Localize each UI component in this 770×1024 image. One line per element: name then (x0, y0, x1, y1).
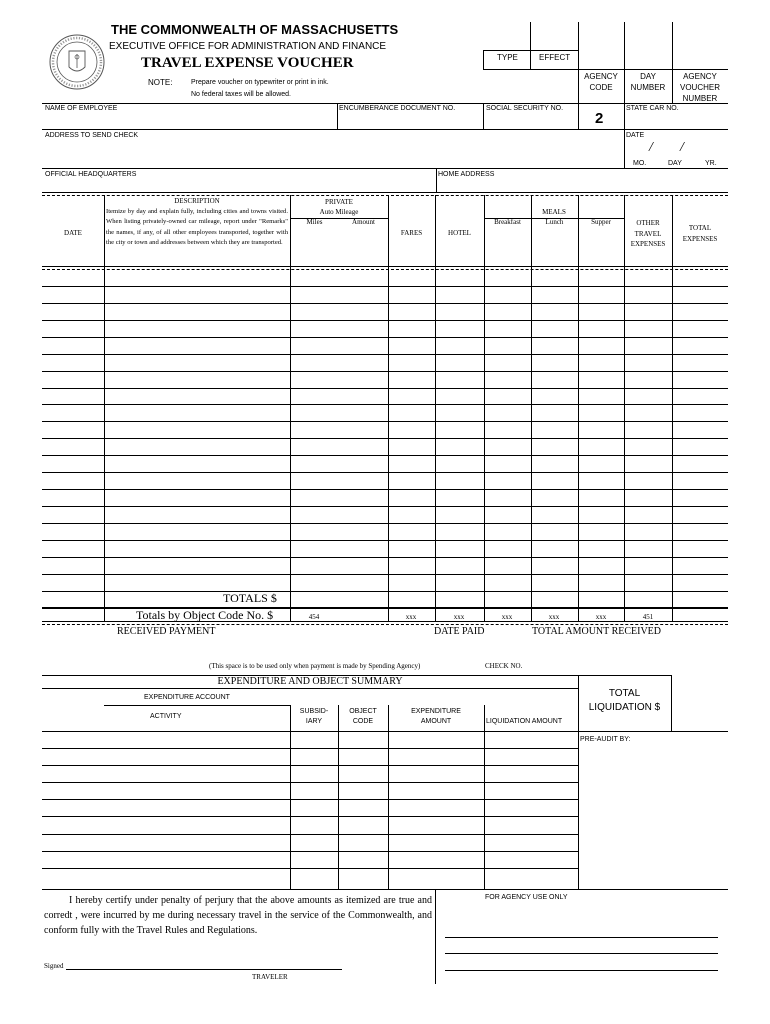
table-row[interactable] (42, 337, 728, 338)
table-row[interactable] (42, 286, 728, 287)
official-hq-field[interactable]: OFFICIAL HEADQUARTERS (45, 171, 137, 178)
state-seal (48, 33, 106, 91)
table-row[interactable] (42, 591, 728, 592)
table-row[interactable] (42, 472, 728, 473)
check-no-label: CHECK NO. (485, 662, 523, 670)
agency-use-label: FOR AGENCY USE ONLY (485, 894, 568, 901)
table-row[interactable] (42, 540, 728, 541)
encumbrance-field[interactable]: ENCUMBERANCE DOCUMENT NO. (339, 105, 456, 112)
meals-header: MEALS (542, 208, 566, 216)
summary-row[interactable] (42, 782, 578, 783)
expenditure-account-label: EXPENDITURE ACCOUNT (144, 694, 230, 701)
table-row[interactable] (42, 438, 728, 439)
table-row[interactable] (42, 523, 728, 524)
agency-use-line[interactable] (445, 937, 718, 938)
other-travel-header: OTHER TRAVEL EXPENSES (630, 219, 666, 248)
total-received-label: TOTAL AMOUNT RECEIVED (532, 626, 662, 637)
home-address-field[interactable]: HOME ADDRESS (438, 171, 495, 178)
traveler-label: TRAVELER (252, 973, 288, 981)
note-line-1: Prepare voucher on typewriter or print in ink. (191, 79, 329, 86)
object-code-value: xxx (453, 613, 465, 621)
activity-label: ACTIVITY (150, 713, 182, 720)
date-column-header: DATE (64, 229, 82, 237)
summary-row[interactable] (42, 816, 578, 817)
effect-label: EFFECT (539, 53, 571, 62)
object-code-value: xxx (501, 613, 513, 621)
subsidiary-label: SUBSID- IARY (299, 708, 329, 725)
summary-row[interactable] (42, 834, 578, 835)
summary-row[interactable] (42, 851, 578, 852)
table-row[interactable] (42, 269, 728, 270)
description-instructions: Itemize by day and explain fully, including cities and towns visited. When listing privately-owned car mileage, report under "Remarks" the names, if any, of all other employees transported, together with the city or town and addresses between which they are transported. (106, 208, 288, 246)
date-sep-1: / (649, 140, 653, 155)
object-code-value: xxx (595, 613, 607, 621)
table-row[interactable] (42, 455, 728, 456)
expenditure-amount-label: EXPENDITURE AMOUNT (411, 708, 461, 725)
amount-header: Amount (352, 218, 375, 226)
table-row[interactable] (42, 489, 728, 490)
hotel-header: HOTEL (448, 229, 471, 237)
summary-row[interactable] (42, 765, 578, 766)
signed-label: Signed (44, 962, 64, 970)
totals-label: TOTALS $ (223, 591, 277, 605)
object-code-value: xxx (548, 613, 560, 621)
table-row[interactable] (42, 371, 728, 372)
lunch-header: Lunch (545, 218, 564, 226)
table-row[interactable] (42, 303, 728, 304)
agency-voucher-label: AGENCY VOUCHER NUMBER (679, 72, 720, 103)
month-label: MO. (633, 160, 647, 167)
spending-agency-note: (This space is to be used only when payment is made by Spending Agency) (209, 662, 421, 670)
summary-row[interactable] (42, 868, 578, 869)
summary-row[interactable] (42, 731, 578, 732)
table-row[interactable] (42, 320, 728, 321)
day-label: DAY (668, 160, 682, 167)
total-liquidation-label: TOTAL LIQUIDATION $ (588, 688, 661, 713)
private-mileage-header: PRIVATE Auto Mileage (319, 198, 359, 216)
summary-row[interactable] (42, 748, 578, 749)
day-number-label: DAY NUMBER (630, 72, 666, 92)
date-sep-2: / (680, 140, 684, 155)
agency-code-label: AGENCY CODE (584, 72, 618, 92)
note-line-2: No federal taxes will be allowed. (191, 91, 291, 98)
office-subtitle: EXECUTIVE OFFICE FOR ADMINISTRATION AND FINANCE (109, 41, 387, 52)
date-field[interactable]: DATE (626, 132, 645, 139)
description-header: DESCRIPTION (174, 197, 220, 205)
summary-row[interactable] (42, 799, 578, 800)
table-row[interactable] (42, 421, 728, 422)
commonwealth-title: THE COMMONWEALTH OF MASSACHUSETTS (111, 22, 399, 37)
object-code-label-summary: OBJECT CODE (349, 708, 377, 725)
table-row[interactable] (42, 557, 728, 558)
object-code-value: 454 (308, 613, 320, 621)
state-car-field[interactable]: STATE CAR NO. (626, 105, 679, 112)
breakfast-header: Breakfast (494, 218, 521, 226)
liquidation-amount-label: LIQUIDATION AMOUNT (486, 718, 563, 725)
object-code-value: 451 (642, 613, 654, 621)
fares-header: FARES (400, 229, 423, 237)
miles-header: Miles (306, 218, 323, 226)
table-row-divider (42, 266, 728, 267)
table-row[interactable] (42, 506, 728, 507)
ssn-field[interactable]: SOCIAL SECURITY NO. (486, 105, 564, 112)
received-payment-label: RECEIVED PAYMENT (117, 626, 216, 637)
employee-name-field[interactable]: NAME OF EMPLOYEE (45, 105, 118, 112)
signature-line[interactable] (66, 969, 342, 970)
table-row[interactable] (42, 574, 728, 575)
total-expenses-header: TOTAL EXPENSES (682, 224, 718, 243)
address-check-field[interactable]: ADDRESS TO SEND CHECK (45, 132, 139, 139)
form-title: TRAVEL EXPENSE VOUCHER (141, 55, 354, 71)
supper-header: Supper (591, 218, 611, 226)
object-code-value: xxx (405, 613, 417, 621)
pre-audit-field[interactable]: PRE-AUDIT BY: (580, 736, 631, 743)
object-code-label: Totals by Object Code No. $ (136, 608, 274, 622)
note-label: NOTE: (148, 78, 173, 87)
table-row[interactable] (42, 404, 728, 405)
certification-text: I hereby certify under penalty of perjury that the above amounts as itemized are true and corredt , were incurred by me during necessary travel in the service of the Commonwealth, and conform fully with the Travel Rules and Regulations. (44, 895, 432, 936)
agency-use-line[interactable] (445, 970, 718, 971)
type-label: TYPE (497, 53, 518, 62)
table-row[interactable] (42, 388, 728, 389)
table-row[interactable] (42, 354, 728, 355)
summary-title: EXPENDITURE AND OBJECT SUMMARY (217, 676, 403, 687)
box-number: 2 (595, 110, 604, 127)
agency-use-line[interactable] (445, 953, 718, 954)
date-paid-label: DATE PAID (434, 626, 485, 637)
year-label: YR. (705, 160, 717, 167)
